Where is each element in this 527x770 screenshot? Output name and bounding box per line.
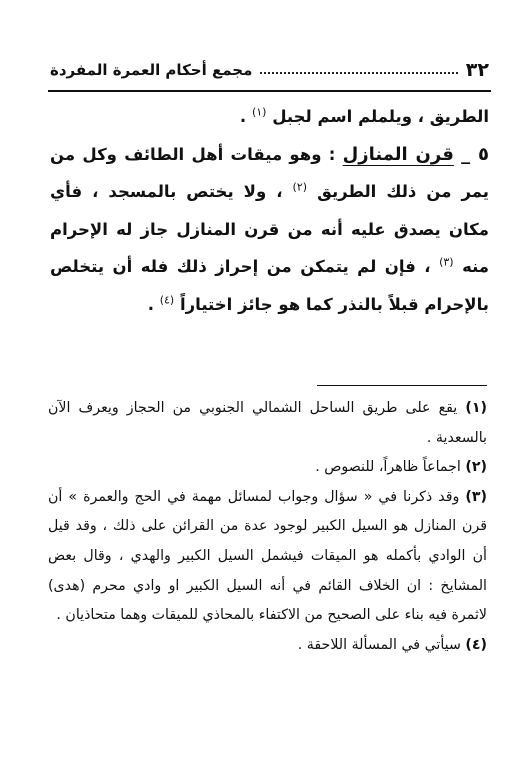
section-text-a: : وهو ميقات أهل الطائف وكل من يمر من ذلك الطريق bbox=[50, 144, 490, 201]
paragraph-intro: الطريق ، ويلملم اسم لجبل $^{(١)}$ . bbox=[239, 105, 489, 126]
footnote-text: اجماعاً ظاهراً، للنصوص . bbox=[315, 459, 461, 476]
main-text bbox=[50, 98, 489, 323]
footnote bbox=[48, 394, 487, 453]
section-title: قرن المنازل bbox=[342, 143, 454, 165]
footnote-text: وقد ذكرنا في « سؤال وجواب لمسائل مهمة في الحج والعمرة » أن قرن المنازل هو السيل الكبير لوجود عدة من القرائن على ذلك ، وقد قيل أن الوادي بأكمله هو الميقات فيشمل السيل الكبير والهدي ، وقال بعض المشايخ : ان الخلاف القائم في أنه السيل الكبير او وادي محرم (هدى) لاثمرة فيه بناء على الصحيح من الاكتفاء بالمحاذي للميقات وهما متحاذيان . bbox=[48, 488, 487, 624]
footnote-ref-1: (١) bbox=[251, 105, 267, 119]
section-text-c: ، فإن لم يتمكن من إحراز ذلك فله أن يتخلص بالإحرام قبلاً بالنذر كما هو جائز اختياراً bbox=[50, 257, 489, 314]
header-dot-leader bbox=[260, 72, 457, 74]
section-number: ٥ _ bbox=[461, 143, 489, 165]
footnote-ref-2: (٢) bbox=[292, 180, 308, 194]
section-text-b: ، ولا يختص بالمسجد ، فأي مكان يصدق عليه أنه من قرن المنازل جاز له الإحرام منه bbox=[50, 182, 490, 276]
paragraph-qarn-al-manazil: ٥ _ قرن المنازل : وهو ميقات أهل الطائف وكل من يمر من ذلك الطريق $^{(٢)}$ ، ولا يختص بالمسجد ، فأي مكان يصدق عليه أنه من قرن المنازل جاز له الإحرام منه $^{(٣)}$ ، فإن لم يتمكن من إحراز ذلك فله أن يتخلص بالإحرام قبلاً بالنذر كما هو جائز اختياراً $^{(٤)}$ . bbox=[50, 143, 490, 314]
page-number: ٣٢ bbox=[465, 59, 489, 81]
footnote-ref-4: (٤) bbox=[159, 293, 175, 306]
page-header bbox=[50, 52, 489, 88]
footnote-separator bbox=[317, 385, 487, 386]
footnote-text: سيأتي في المسألة اللاحقة . bbox=[297, 636, 461, 653]
footnotes bbox=[48, 394, 487, 660]
footnote-number: (٢) bbox=[465, 459, 487, 476]
header-rule bbox=[48, 90, 491, 92]
running-title: مجمع أحكام العمرة المفردة bbox=[50, 61, 253, 79]
footnote-text: يقع على طريق الساحل الشمالي الجنوبي من الحجاز ويعرف الآن بالسعدية . bbox=[48, 400, 487, 446]
footnote-ref-3: (٣) bbox=[439, 255, 454, 269]
intro-text: الطريق ، ويلملم اسم لجبل bbox=[272, 107, 489, 126]
footnote-number: (٣) bbox=[465, 488, 488, 505]
footnote bbox=[48, 631, 487, 661]
footnote bbox=[48, 453, 487, 483]
footnote bbox=[48, 483, 487, 631]
footnote-number: (١) bbox=[465, 400, 487, 416]
footnote-number: (٤) bbox=[465, 636, 487, 653]
